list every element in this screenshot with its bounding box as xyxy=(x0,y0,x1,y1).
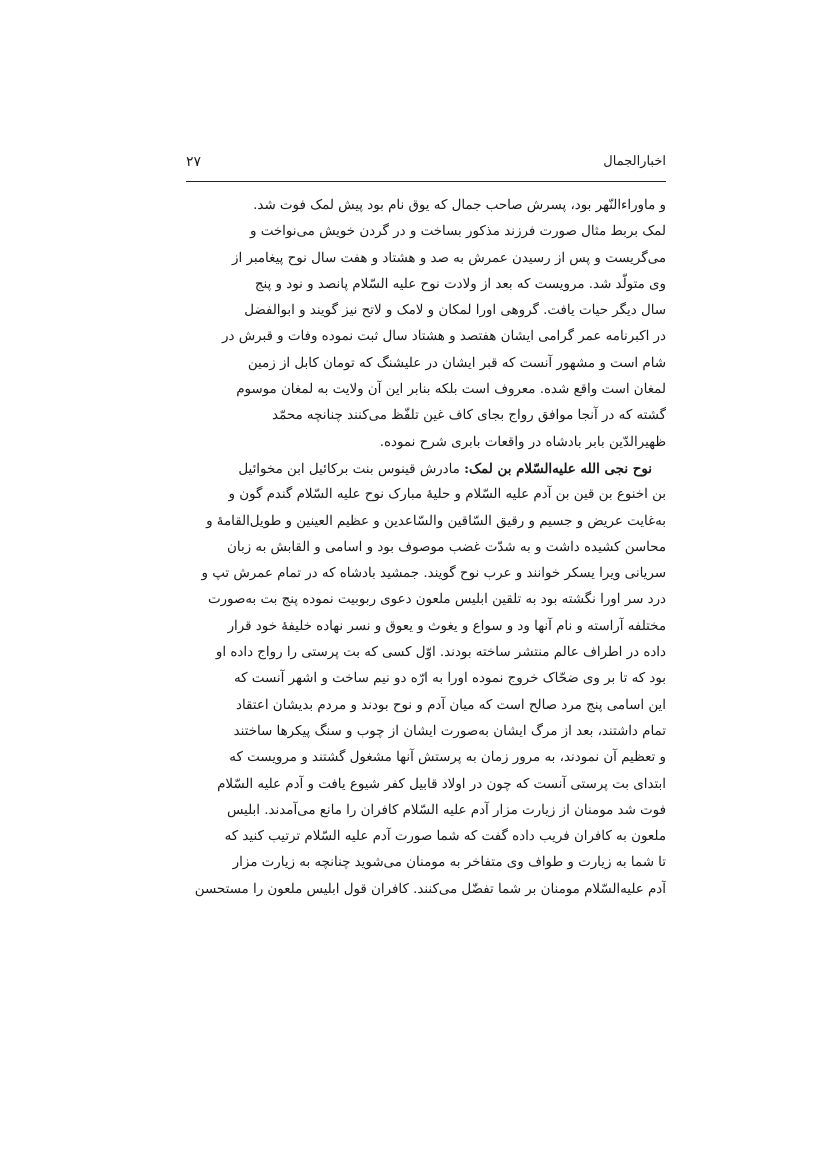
text-line: در اکبرنامه عمر گرامی ایشان هفتصد و هشتاد سال ثبت نموده وفات و قبرش در xyxy=(222,329,666,345)
text-line: لمغان است واقع شده. معروف است بلکه بنابر این آن ولایت به لمغان موسوم xyxy=(236,382,666,398)
heading-continuation: مادرش قینوس بنت برکائیل ابن مخوائیل xyxy=(238,461,465,477)
text-line: مختلفه آراسته و نام آنها ود و سواع و یغوث و یعوق و نسر نهاده خلیفهٔ خود قرار xyxy=(227,618,666,634)
paragraph-2 xyxy=(186,456,666,903)
text-line: بود که تا بر وی ضحّاک خروج نموده اورا به ارّه دو نیم ساخت و اشهر آنست که xyxy=(234,671,666,687)
text-line: درد سر اورا نگشته بود به تلقین ابلیس ملعون دعوی ربوبیت نموده پنج بت به‌صورت xyxy=(207,592,666,608)
running-title: اخبارالجمال xyxy=(603,154,666,169)
text-line: ظهیرالدّین بابر بادشاه در واقعات بابری شرح نموده. xyxy=(379,434,666,450)
text-line: می‌گریست و پس از رسیدن عمرش به صد و هشتاد و هفت سال نوح پیغامبر از xyxy=(232,250,666,266)
text-line: وی متولّد شد. مرویست که بعد از ولادت نوح علیه السّلام پانصد و نود و پنج xyxy=(254,276,666,292)
paragraph-1 xyxy=(186,193,666,456)
text-line: سال دیگر حیات یافت. گروهی اورا لمکان و لامک و لاتح نیز گویند و ابوالفضل xyxy=(244,303,666,319)
text-line: شام است و مشهور آنست که قبر ایشان در علیشنگ که تومان کابل از زمین xyxy=(247,355,666,371)
page-number: ۲۷ xyxy=(186,154,202,170)
text-line: فوت شد مومنان از زیارت مزار آدم علیه السّلام کافران را مانع می‌آمدند. ابلیس xyxy=(226,802,666,818)
text-line: ملعون به کافران فریب داده گفت که شما صورت آدم علیه السّلام ترتیب کنید که xyxy=(224,829,666,845)
text-line: محاسن کشیده داشت و به شدّت غضب موصوف بود و اسامی و القابش به زبان xyxy=(227,539,666,555)
text-line: به‌غایت عریض و جسیم و رقیق السّاقین والسّاعدین و عظیم العینین و طویل‌القامهٔ و xyxy=(206,513,666,529)
text-line: تمام داشتند، بعد از مرگ ایشان به‌صورت ایشان از چوب و سنگ پیکرها ساختند xyxy=(233,723,666,739)
text-line: گشته که در آنجا موافق رواج بجای کاف غین تلفّظ می‌کنند چنانچه محمّد xyxy=(272,408,666,424)
body-text xyxy=(186,193,666,903)
text-line: و ماوراءالنّهر بود، پسرش صاحب جمال که یوق نام بود پیش لمک فوت شد. xyxy=(253,198,666,213)
running-head xyxy=(186,150,666,174)
text-line: آدم علیه‌السّلام مومنان بر شما تفضّل می‌کنند. کافران قول ابلیس ملعون را مستحسن xyxy=(194,881,666,897)
header-rule xyxy=(186,181,666,182)
paragraph-first-line xyxy=(186,456,666,482)
text-line: لمک بربط مثال صورت فرزند مذکور بساخت و در گردن خویش می‌نواخت و xyxy=(249,224,666,240)
text-line: داده در اطراف عالم منتشر ساخته بودند. اوّل کسی که بت پرستی را رواج داده او xyxy=(215,645,666,661)
text-line: سریانی ویرا یسکر خوانند و عرب نوح گویند. جمشید بادشاه که در تمام عمرش تپ و xyxy=(201,566,666,582)
text-line: و تعظیم آن نمودند، به مرور زمان به پرستش آنها مشغول گشتند و مرویست که xyxy=(229,750,666,766)
text-line: بن اخنوع بن قین بن آدم علیه السّلام و حلیهٔ مبارک نوح علیه السّلام گندم گون و xyxy=(228,487,666,503)
text-line: این اسامی پنج مرد صالح است که میان آدم و نوح بودند و مردم بدیشان اعتقاد xyxy=(235,697,666,713)
section-heading: نوح نجی الله علیه‌السّلام بن لمک: xyxy=(464,460,652,477)
text-line: تا شما به زیارت و طواف وی متفاخر به مومنان می‌شوید چنانچه به زیارت مزار xyxy=(232,855,666,871)
text-line: ابتدای بت پرستی آنست که چون در اولاد قابیل کفر شیوع یافت و آدم علیه السّلام xyxy=(217,776,666,792)
